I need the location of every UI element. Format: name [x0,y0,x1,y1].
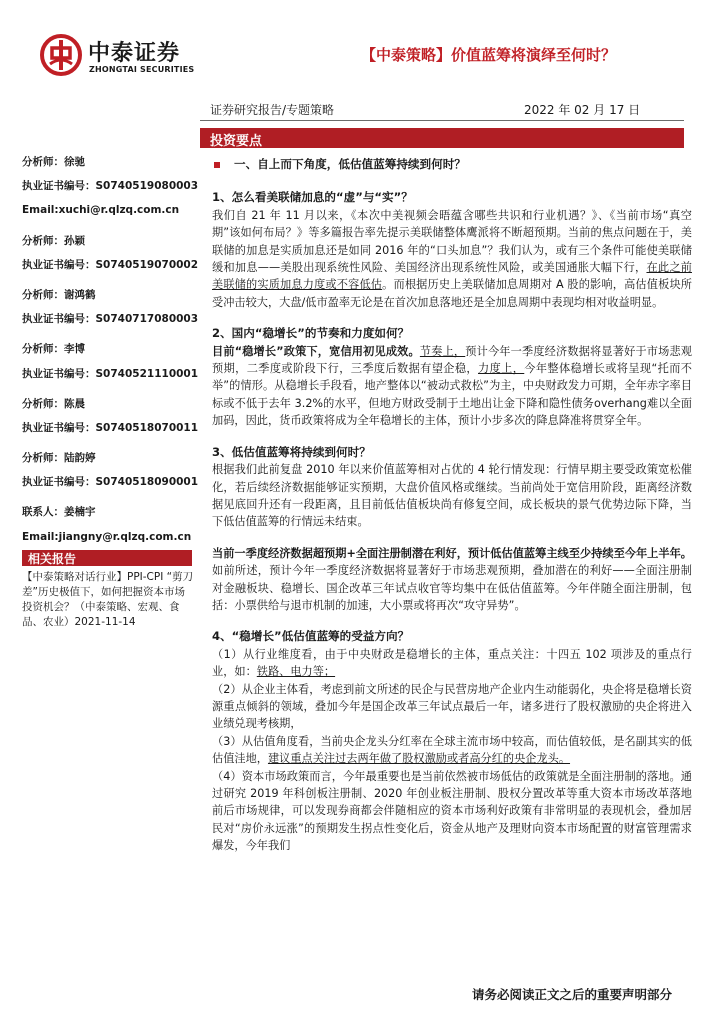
section-header-bar [200,128,684,148]
analyst-cert-row: 执业证书编号：S0740519080003 [22,180,199,193]
analyst-name-row: 分析师：谢鸿鹤 [22,288,96,301]
section-4-item-3: （3）从估值角度看，当前央企龙头分红率在全球主流市场中较高，而估值较低，是名副其实的低估值洼地，建议重点关注过去两年做了股权激励或者高分红的央企龙头。 [212,734,692,766]
company-logo [40,34,210,78]
logo-english-name: ZHONGTAI SECURITIES [89,65,195,74]
analyst-name-row: 分析师：陈晨 [22,397,85,410]
section-title: 投资要点 [210,134,263,149]
section-1-title: 1、怎么看美联储加息的“虚”与“实”？ [212,190,413,205]
section-3-paragraph: 根据我们此前复盘 2010 年以来价值蓝筹相对占优的 4 轮行情发现：行情早期主要受政策宽松催化，若后续经济数据能够证实预期，大盘价值风格或继续。当前尚处于宽信用阶段，距离经济数据见底回升还有一段距离，且目前低估值板块尚有修复空间，成长板块的景气优势边际下降，当下低估值蓝筹的行情远未结束。 [212,463,692,529]
related-reports-header [22,550,192,566]
analyst-cert-row: 执业证书编号：S0740717080003 [22,313,199,326]
related-report-link[interactable]: 【中泰策略对话行业】PPI-CPI “剪刀差”历史极值下，如何把握资本市场投资机会？（中泰策略、宏观、食品、农业）2021-11-14 [22,571,194,628]
analyst-name-row: 分析师：徐驰 [22,156,85,168]
contact-email-row[interactable]: Email:jiangny@r.qlzq.com.cn [22,530,192,543]
section-4-title: 4、“稳增长”低估值蓝筹的受益方向？ [212,629,410,644]
section-4-item-2: （2）从企业主体看，考虑到前文所述的民企与民营房地产企业内生动能弱化，央企将是稳增长资源重点倾斜的领域，叠加今年是国企改革三年试点最后一年，诸多进行了股权激励的央企将进入业绩兑现考核期， [212,682,692,731]
bullet-square-icon [214,162,220,168]
analyst-sidebar [22,150,199,549]
related-reports-title: 相关报告 [28,552,77,566]
logo-chinese-name: 中泰证券 [88,41,181,66]
contact-name-row: 联系人：姜楠宇 [22,506,96,519]
analyst-name-row: 分析师：孙颖 [22,234,85,247]
analyst-cert-row: 执业证书编号：S0740521110001 [22,367,199,380]
bullet-heading: 一、自上而下角度，低估值蓝筹持续到何时？ [212,156,692,173]
footer-disclaimer: 请务必阅读正文之后的重要声明部分 [471,987,672,1002]
report-type: 证券研究报告/专题策略 [210,103,335,117]
analyst-cert-row: 执业证书编号：S0740518090001 [22,476,199,489]
report-date: 2022 年 02 月 17 日 [524,103,641,117]
analyst-cert-row: 执业证书编号：S0740518070011 [22,421,199,434]
analyst-cert-row: 执业证书编号：S0740519070002 [22,258,199,271]
section-3-paragraph-2: 当前一季度经济数据超预期+全面注册制潜在利好，预计低估值蓝筹主线至少持续至今年上半年。如前所述，预计今年一季度经济数据将显著好于市场悲观预期，叠加潜在的利好——全面注册制对金融板块、稳增长、国企改革三年试点收官等均集中在低估值蓝筹。今年伴随全面注册制，包括：小票供给与退市机制的加速，大小票或将再次“攻守异势”。 [212,546,692,612]
main-content [212,156,692,855]
analyst-name-row: 分析师：李博 [22,343,85,356]
header-divider [200,120,684,121]
section-3-title: 3、低估值蓝筹将持续到何时？ [212,444,371,459]
zhongtai-logo-icon [40,34,82,76]
section-4-item-1: （1）从行业维度看，由于中央财政是稳增长的主体，重点关注：十四五 102 项涉及的重点行业，如：铁路、电力等； [212,647,692,679]
section-4-item-4: （4）资本市场政策而言，今年最重要也是当前依然被市场低估的政策就是全面注册制的落地。通过研究 2019 年科创板注册制、2020 年创业板注册制、股权分置改革等重大资本市场改革落地前后市场规律，可以发现券商都会伴随相应的资本市场利好政策有非常明显的表现机会，叠加居民对“房价永远涨”的预期发生拐点性变化后，资金从地产及理财向资本市场配置的财富管理需求爆发，今年我们 [212,769,692,853]
section-1-paragraph: 我们自 21 年 11 月以来，《本次中美视频会晤蕴含哪些共识和行业机遇？》、《当前市场“真空期”该如何布局？》等多篇报告率先提示美联储整体鹰派将不断超预期。当前的焦点问题在于，美联储的加息是实质加息还是如同 2016 年的“口头加息”？我们认为，或有三个条件可能使美联储缓和加息——美股出现系统性风险、美国经济出现系统性风险，或美国通胀大幅下行，在此之前美联储的实质加息力度或不容低估。而根据历史上美联储加息周期对 A 股的影响，高估值板块所受冲击较大，大盘/低市盈率无论是在首次加息落地还是全加息周期中表现均相对收益明显。 [212,208,692,309]
section-2-title: 2、国内“稳增长”的节奏和力度如何？ [212,326,410,341]
analyst-name-row: 分析师：陆韵婷 [22,452,96,465]
report-title: 【中泰策略】价值蓝筹将演绎至何时？ [360,46,616,64]
analyst-email-row[interactable]: Email:xuchi@r.qlzq.com.cn [22,204,180,217]
section-2-paragraph: 目前“稳增长”政策下，宽信用初见成效。节奏上，预计今年一季度经济数据将显著好于市场悲观预期，二季度或阶段下行，三季度后数据有望企稳，力度上，今年整体稳增长或将呈现“托而不举”的情形。从稳增长手段看，地产整体以“被动式救松”为主，中央财政发力可期，全年赤字率目标或不低于去年 3.2%的水平，但地方财政受制于土地出让金下降和隐性债务overhang难以全面加码，因此，货币政策将成为全年稳增长的主体，预计小步多次的降息降准将贯穿全年。 [212,344,692,428]
